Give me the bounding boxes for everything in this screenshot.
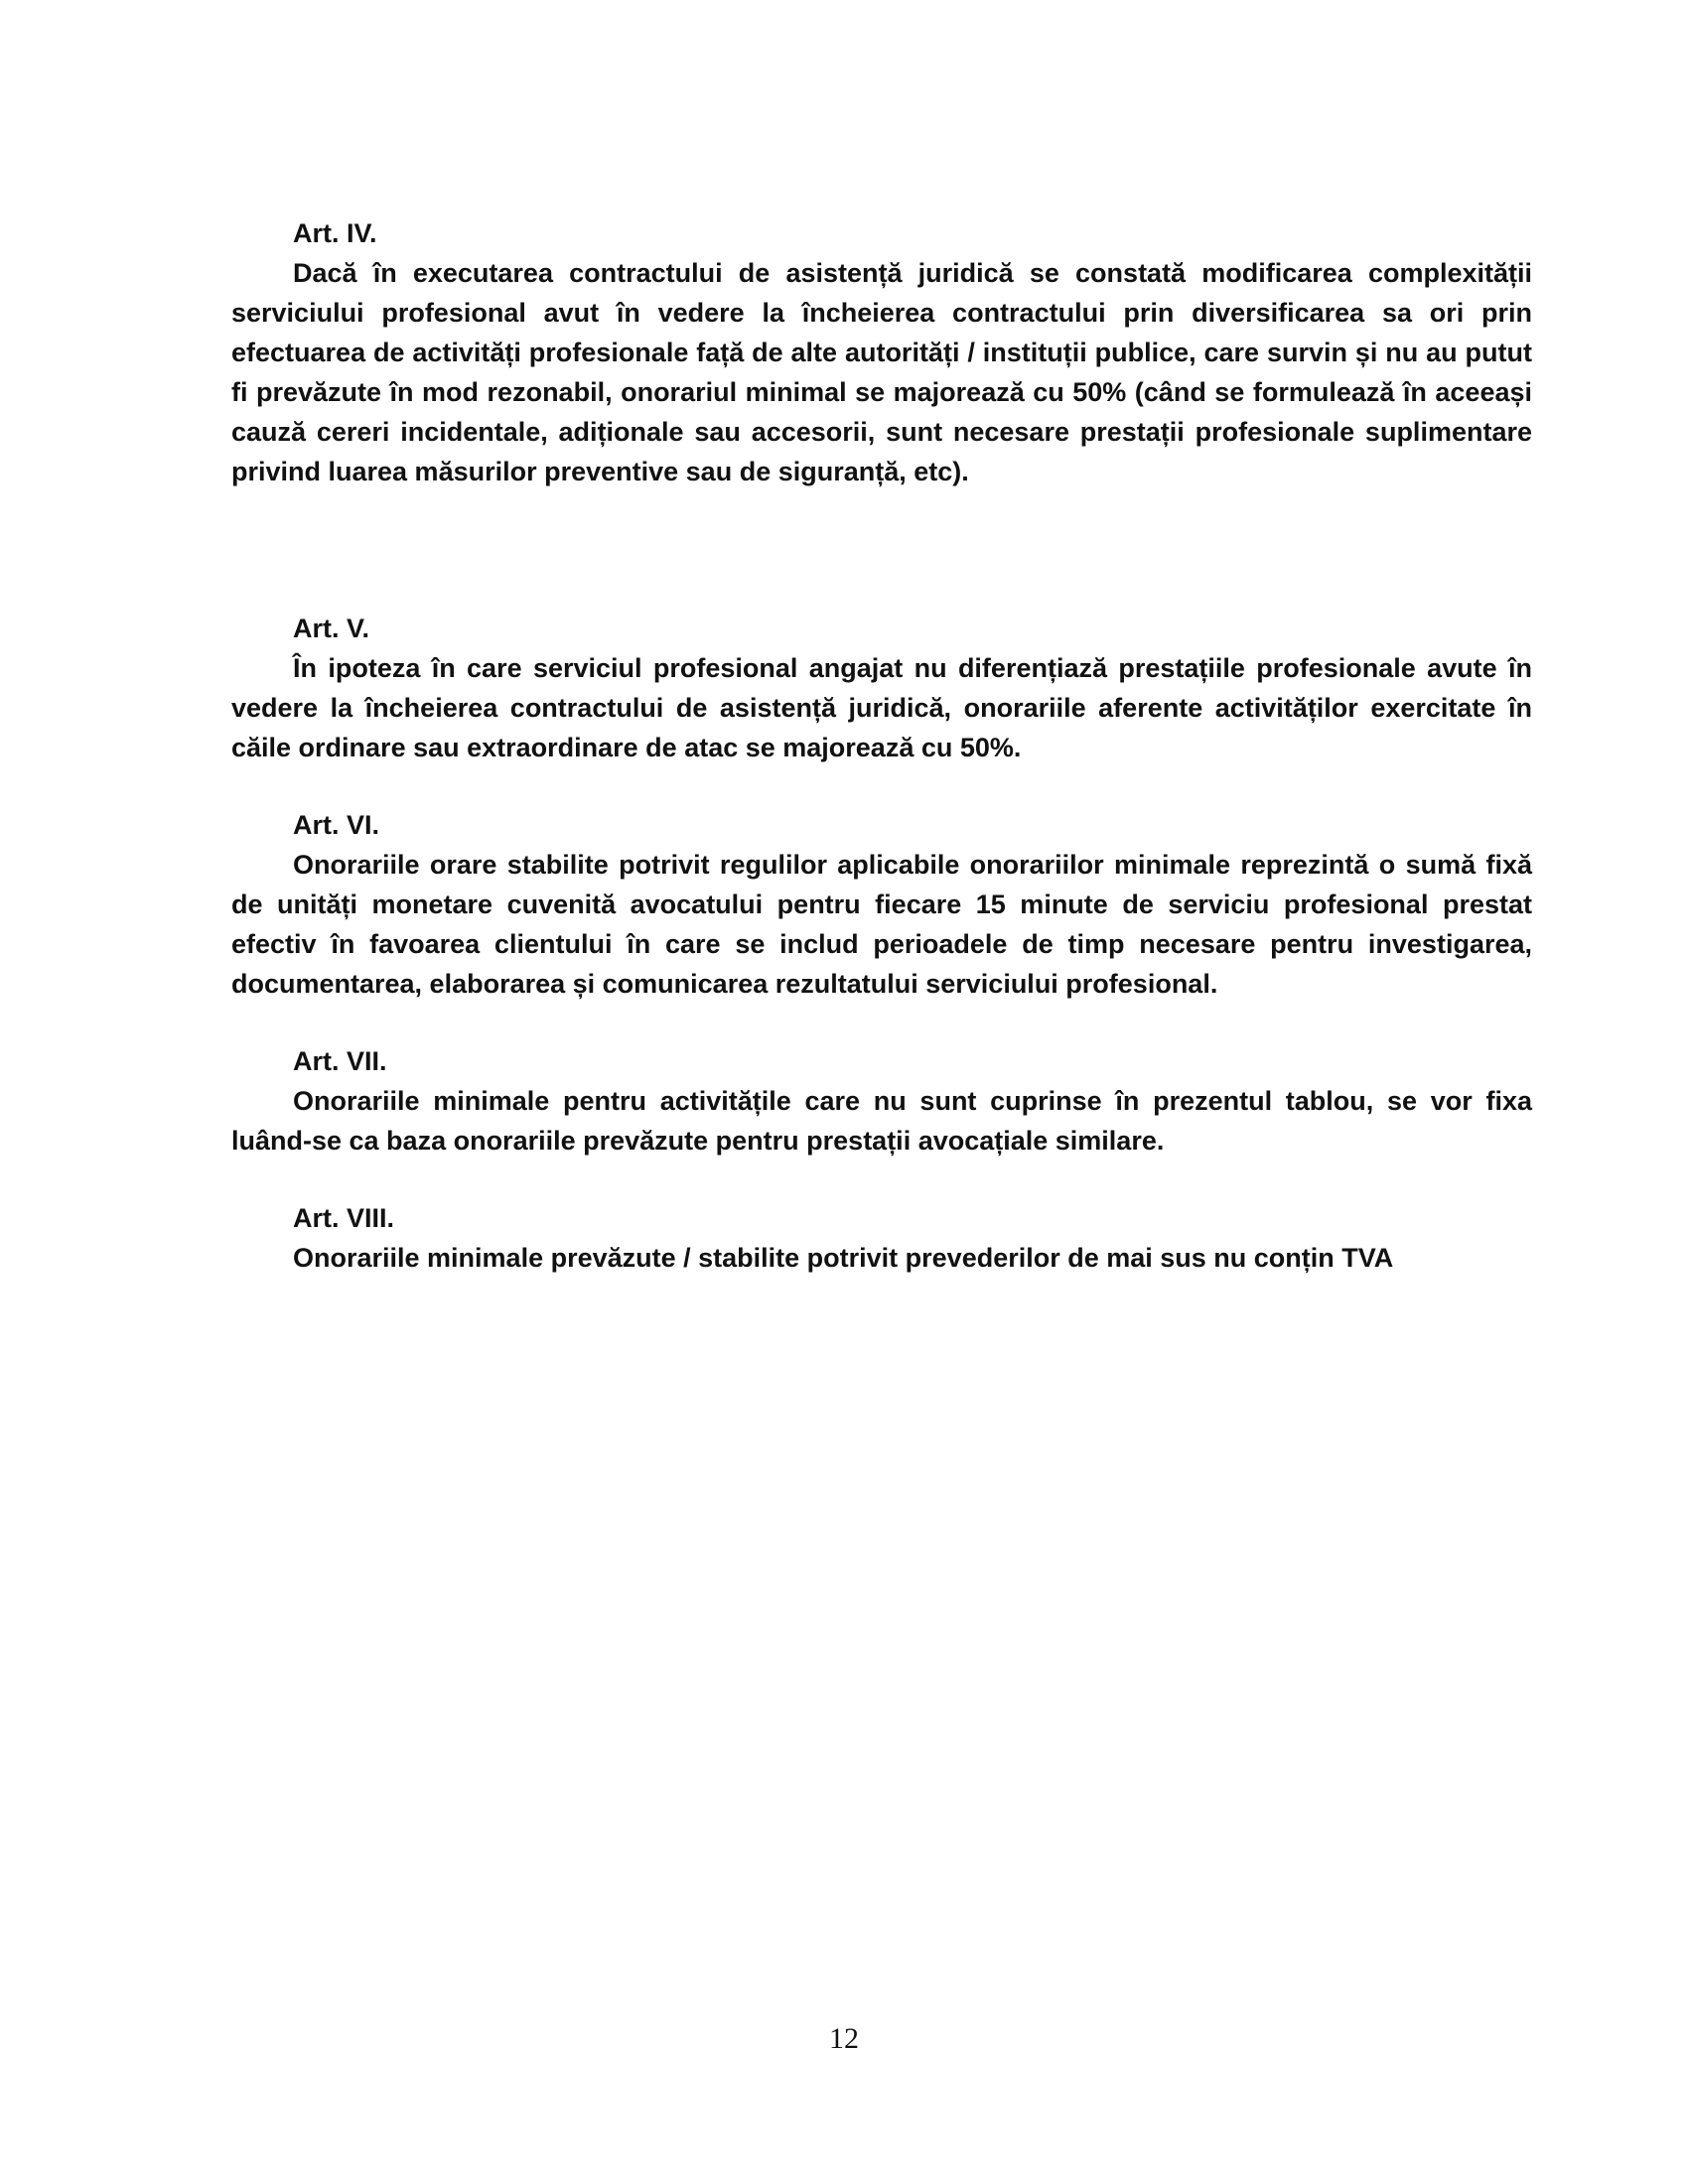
document-page	[231, 213, 1532, 1278]
article-iv-heading: Art. IV.	[293, 218, 377, 248]
article-vii	[231, 1041, 1532, 1160]
article-vi	[231, 805, 1532, 1004]
article-v-text: În ipoteza în care serviciul profesional angajat nu diferențiază prestațiile profesionale avute în vedere la încheierea contractului de asistență juridică, onorariile aferente activităților exercitate în căile ordinare sau extraordinare de atac se majorează cu 50%.	[231, 653, 1532, 762]
article-iv-text: Dacă în executarea contractului de asistență juridică se constată modificarea complexității serviciului profesional avut în vedere la încheierea contractului prin diversificarea sa ori prin efectuarea de activități profesionale față de alte autorități / instituții publice, care survin și nu au putut fi prevăzute în mod rezonabil, onorariul minimal se majorează cu 50% (când se formulează în aceeași cauză cereri incidentale, adiționale sau accesorii, sunt necesare prestații profesionale suplimentare privind luarea măsurilor preventive sau de siguranță, etc).	[231, 258, 1532, 486]
article-v-heading: Art. V.	[293, 614, 370, 643]
article-v	[231, 609, 1532, 767]
article-viii-heading: Art. VIII.	[293, 1203, 395, 1233]
article-viii-text: Onorariile minimale prevăzute / stabilite potrivit prevederilor de mai sus nu conțin TVA	[293, 1243, 1394, 1273]
article-viii	[231, 1198, 1532, 1278]
article-vi-heading: Art. VI.	[293, 810, 380, 840]
article-vii-text: Onorariile minimale pentru activitățile care nu sunt cuprinse în prezentul tablou, se vor fixa luând-se ca baza onorariile prevăzute pentru prestații avocațiale similare.	[231, 1086, 1532, 1156]
article-iv	[231, 213, 1532, 491]
page-number: 12	[829, 2022, 859, 2055]
article-vii-heading: Art. VII.	[293, 1046, 387, 1076]
article-vi-text: Onorariile orare stabilite potrivit regulilor aplicabile onorariilor minimale reprezintă o sumă fixă de unități monetare cuvenită avocatului pentru fiecare 15 minute de serviciu profesional prestat efectiv în favoarea clientului în care se includ perioadele de timp necesare pentru investigarea, documentarea, elaborarea și comunicarea rezultatului serviciului profesional.	[231, 850, 1532, 999]
